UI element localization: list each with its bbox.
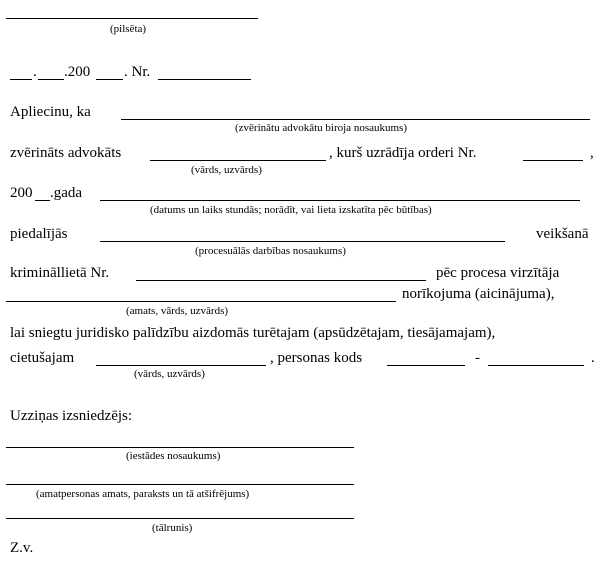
year-digit-field[interactable] xyxy=(35,200,50,201)
number-field[interactable] xyxy=(158,79,251,80)
code-dash: - xyxy=(475,350,480,366)
victim-name-caption: (vārds, uzvārds) xyxy=(134,368,205,380)
director-field[interactable] xyxy=(6,301,396,302)
personal-code-part1-field[interactable] xyxy=(387,365,465,366)
procedure-field[interactable] xyxy=(100,241,505,242)
institution-caption: (iestādes nosaukums) xyxy=(126,450,221,462)
number-label: . Nr. xyxy=(124,64,151,80)
procedure-caption: (procesuālās darbības nosaukums) xyxy=(195,245,346,257)
personal-code-label: , personas kods xyxy=(270,350,363,366)
institution-field[interactable] xyxy=(6,447,354,448)
victim-name-field[interactable] xyxy=(96,365,266,366)
lawyer-name-field[interactable] xyxy=(150,160,326,161)
phone-field[interactable] xyxy=(6,518,354,519)
official-field[interactable] xyxy=(6,484,354,485)
lawyer-name-caption: (vārds, uzvārds) xyxy=(191,164,262,176)
date-day-field[interactable] xyxy=(10,79,32,80)
final-dot: . xyxy=(591,350,595,366)
official-caption: (amatpersonas amats, paraksts un tā atšifrējums) xyxy=(36,488,250,500)
order-end: , xyxy=(590,145,594,161)
legal-aid-sentence: lai sniegtu juridisko palīdzību aizdomās turētajam (apsūdzētajam, tiesājamajam), xyxy=(10,325,496,341)
director-caption: (amats, vārds, uzvārds) xyxy=(126,305,229,317)
year-suffix: .gada xyxy=(50,185,83,201)
date-dot: . xyxy=(33,64,37,80)
criminal-case-label: krimināllietā Nr. xyxy=(10,265,110,281)
city-field[interactable] xyxy=(6,18,258,19)
by-director-label: pēc procesa virzītāja xyxy=(436,265,560,281)
personal-code-part2-field[interactable] xyxy=(488,365,584,366)
lawyer-label: zvērināts advokāts xyxy=(10,145,122,161)
date-year-prefix: .200 xyxy=(64,64,91,80)
phone-caption: (tālrunis) xyxy=(152,522,193,534)
certify-label: Apliecinu, ka xyxy=(10,104,91,120)
stamp-label: Z.v. xyxy=(10,540,34,556)
year-prefix: 200 xyxy=(10,185,33,201)
criminal-case-number-field[interactable] xyxy=(136,280,426,281)
victim-label: cietušajam xyxy=(10,350,75,366)
office-caption: (zvērinātu advokātu biroja nosaukums) xyxy=(235,122,407,134)
performing-label: veikšanā xyxy=(536,226,589,242)
participated-label: piedalījās xyxy=(10,226,68,242)
issuer-label: Uzziņas izsniedzējs: xyxy=(10,408,133,424)
assignment-label: norīkojuma (aicinājuma), xyxy=(402,286,555,302)
office-name-field[interactable] xyxy=(121,119,590,120)
date-year-field[interactable] xyxy=(96,79,123,80)
datetime-caption: (datums un laiks stundās; norādīt, vai lieta izskatīta pēc būtības) xyxy=(150,204,432,216)
city-caption: (pilsēta) xyxy=(110,23,147,35)
order-number-field[interactable] xyxy=(523,160,583,161)
date-month-field[interactable] xyxy=(38,79,64,80)
datetime-field[interactable] xyxy=(100,200,580,201)
order-label: , kurš uzrādīja orderi Nr. xyxy=(329,145,477,161)
